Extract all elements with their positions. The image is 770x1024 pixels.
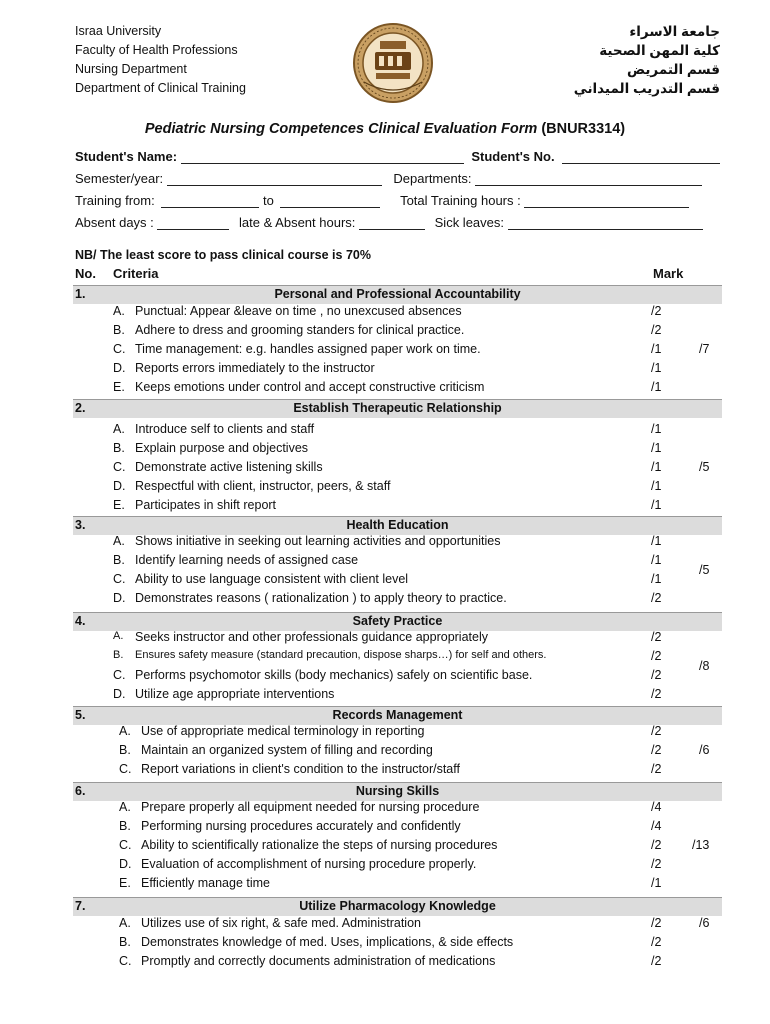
item-letter: B. xyxy=(113,441,125,455)
item-score[interactable]: /2 xyxy=(651,954,662,968)
criteria-section xyxy=(73,399,722,512)
departments-label: Departments: xyxy=(393,171,472,186)
section-header xyxy=(73,782,722,801)
training-from-field[interactable] xyxy=(161,193,259,208)
criteria-item xyxy=(73,954,722,973)
item-text: Identify learning needs of assigned case xyxy=(135,553,359,567)
training-department-name: Department of Clinical Training xyxy=(75,81,246,95)
item-score[interactable]: /1 xyxy=(651,479,662,493)
section-number: 3. xyxy=(75,518,86,532)
item-score[interactable]: /1 xyxy=(651,876,662,890)
document-header xyxy=(75,22,720,102)
training-department-name-arabic: قسم التدريب الميداني xyxy=(573,81,720,96)
late-absent-hours-field[interactable] xyxy=(359,215,425,230)
criteria-item xyxy=(73,441,722,460)
item-letter: D. xyxy=(113,361,126,375)
absent-days-field[interactable] xyxy=(157,215,229,230)
criteria-section xyxy=(73,782,722,890)
criteria-item xyxy=(73,591,722,610)
criteria-item xyxy=(73,479,722,498)
column-criteria: Criteria xyxy=(113,266,159,281)
section-total[interactable]: /13 xyxy=(692,838,710,852)
item-letter: D. xyxy=(119,857,132,871)
item-score[interactable]: /2 xyxy=(651,323,662,337)
criteria-item xyxy=(73,687,722,706)
sick-leaves-label: Sick leaves: xyxy=(434,215,505,230)
item-score[interactable]: /2 xyxy=(651,649,662,663)
item-letter: C. xyxy=(113,342,126,356)
item-text: Demonstrates knowledge of med. Uses, implications, & side effects xyxy=(141,935,514,949)
item-text: Participates in shift report xyxy=(135,498,277,512)
item-score[interactable]: /1 xyxy=(651,422,662,436)
section-total[interactable]: /6 xyxy=(699,743,710,757)
section-number: 5. xyxy=(75,708,86,722)
item-score[interactable]: /1 xyxy=(651,572,662,586)
section-header xyxy=(73,516,722,535)
criteria-item xyxy=(73,668,722,687)
item-score[interactable]: /2 xyxy=(651,724,662,738)
item-score[interactable]: /1 xyxy=(651,361,662,375)
item-text: Performs psychomotor skills (body mechanics) safely on scientific base. xyxy=(135,668,533,682)
item-text: Evaluation of accomplishment of nursing procedure properly. xyxy=(141,857,477,871)
student-no-field[interactable] xyxy=(562,149,720,164)
item-text: Punctual: Appear &leave on time , no unexcused absences xyxy=(135,304,462,318)
section-total[interactable]: /5 xyxy=(699,460,710,474)
item-score[interactable]: /1 xyxy=(651,380,662,394)
item-score[interactable]: /2 xyxy=(651,304,662,318)
section-number: 4. xyxy=(75,614,86,628)
item-text: Maintain an organized system of filling and recording xyxy=(141,743,433,757)
section-title: Personal and Professional Accountability xyxy=(274,287,521,301)
training-to-label: to xyxy=(262,193,274,208)
item-letter: D. xyxy=(113,479,126,493)
column-no: No. xyxy=(75,266,96,281)
criteria-item xyxy=(73,762,722,781)
item-letter: A. xyxy=(113,304,125,318)
item-score[interactable]: /2 xyxy=(651,630,662,644)
section-title: Utilize Pharmacology Knowledge xyxy=(299,899,496,913)
section-number: 6. xyxy=(75,784,86,798)
item-score[interactable]: /2 xyxy=(651,687,662,701)
item-score[interactable]: /1 xyxy=(651,534,662,548)
item-text: Demonstrates reasons ( rationalization ) to apply theory to practice. xyxy=(135,591,507,605)
criteria-section xyxy=(73,516,722,605)
item-text: Ability to use language consistent with client level xyxy=(135,572,409,586)
item-letter: A. xyxy=(113,630,124,642)
criteria-item xyxy=(73,534,722,553)
item-letter: C. xyxy=(119,838,132,852)
item-text: Keeps emotions under control and accept constructive criticism xyxy=(135,380,485,394)
item-text: Use of appropriate medical terminology in reporting xyxy=(141,724,425,738)
criteria-item xyxy=(73,460,722,479)
criteria-item xyxy=(73,304,722,323)
criteria-item xyxy=(73,724,722,743)
university-name-arabic: جامعة الاسراء xyxy=(629,24,720,39)
university-name: Israa University xyxy=(75,24,162,38)
section-header xyxy=(73,897,722,916)
item-score[interactable]: /1 xyxy=(651,441,662,455)
item-letter: B. xyxy=(119,743,131,757)
item-score[interactable]: /2 xyxy=(651,838,662,852)
criteria-item xyxy=(73,361,722,380)
section-header xyxy=(73,706,722,725)
section-total[interactable]: /5 xyxy=(699,563,710,577)
criteria-item xyxy=(73,380,722,399)
item-text: Adhere to dress and grooming standers for clinical practice. xyxy=(135,323,465,337)
criteria-item xyxy=(73,935,722,954)
item-score[interactable]: /2 xyxy=(651,762,662,776)
item-letter: E. xyxy=(113,380,125,394)
section-total[interactable]: /6 xyxy=(699,916,710,930)
criteria-item xyxy=(73,857,722,876)
item-text: Ensures safety measure (standard precaution, dispose sharps…) for self and others. xyxy=(135,649,547,661)
item-score[interactable]: /2 xyxy=(651,857,662,871)
criteria-item xyxy=(73,800,722,819)
criteria-section xyxy=(73,285,722,394)
item-text: Seeks instructor and other professionals guidance appropriately xyxy=(135,630,488,644)
item-letter: B. xyxy=(119,819,131,833)
criteria-item xyxy=(73,323,722,342)
section-header xyxy=(73,399,722,418)
criteria-item xyxy=(73,838,722,857)
criteria-item xyxy=(73,819,722,838)
section-title: Safety Practice xyxy=(352,614,443,628)
semester-label: Semester/year: xyxy=(75,171,164,186)
item-score[interactable]: /1 xyxy=(651,553,662,567)
section-header xyxy=(73,285,722,304)
item-text: Promptly and correctly documents administration of medications xyxy=(141,954,496,968)
section-title: Records Management xyxy=(332,708,463,722)
item-letter: C. xyxy=(119,762,132,776)
section-number: 7. xyxy=(75,899,86,913)
section-title: Health Education xyxy=(346,518,449,532)
item-score[interactable]: /1 xyxy=(651,460,662,474)
student-name-field[interactable] xyxy=(181,149,464,164)
course-code: (BNUR3314) xyxy=(541,121,626,137)
criteria-item xyxy=(73,553,722,572)
item-letter: A. xyxy=(113,422,125,436)
item-score[interactable]: /2 xyxy=(651,916,662,930)
item-text: Demonstrate active listening skills xyxy=(135,460,323,474)
department-name: Nursing Department xyxy=(75,62,187,76)
criteria-section xyxy=(73,612,722,701)
criteria-item xyxy=(73,649,722,668)
item-score[interactable]: /1 xyxy=(651,342,662,356)
criteria-item xyxy=(73,916,722,935)
section-header xyxy=(73,612,722,631)
item-text: Efficiently manage time xyxy=(141,876,270,890)
item-letter: C. xyxy=(113,460,126,474)
item-letter: E. xyxy=(113,498,125,512)
item-letter: C. xyxy=(113,572,126,586)
semester-field[interactable] xyxy=(167,171,382,186)
form-title-text: Pediatric Nursing Competences Clinical Evaluation Form xyxy=(144,121,538,137)
criteria-item xyxy=(73,342,722,361)
item-text: Shows initiative in seeking out learning activities and opportunities xyxy=(135,534,501,548)
item-letter: B. xyxy=(113,323,125,337)
item-score[interactable]: /1 xyxy=(651,498,662,512)
student-info-fields xyxy=(75,146,720,234)
student-name-label: Student's Name: xyxy=(75,149,178,164)
total-hours-label: Total Training hours : xyxy=(400,193,521,208)
criteria-item xyxy=(73,498,722,517)
item-letter: B. xyxy=(113,553,125,567)
criteria-section xyxy=(73,897,722,968)
absent-days-label: Absent days : xyxy=(75,215,154,230)
item-letter: C. xyxy=(113,668,126,682)
item-letter: B. xyxy=(113,649,124,661)
section-total[interactable]: /7 xyxy=(699,342,710,356)
item-score[interactable]: /2 xyxy=(651,743,662,757)
section-number: 1. xyxy=(75,287,86,301)
item-text: Reports errors immediately to the instructor xyxy=(135,361,375,375)
total-hours-field[interactable] xyxy=(524,193,689,208)
training-from-label: Training from: xyxy=(75,193,155,208)
criteria-section xyxy=(73,706,722,776)
item-text: Time management: e.g. handles assigned paper work on time. xyxy=(135,342,481,356)
item-score[interactable]: /4 xyxy=(651,800,662,814)
item-letter: A. xyxy=(119,916,131,930)
item-letter: A. xyxy=(119,800,131,814)
table-header xyxy=(75,266,720,284)
training-to-field[interactable] xyxy=(280,193,380,208)
column-mark: Mark xyxy=(653,266,684,281)
section-total[interactable]: /8 xyxy=(699,659,710,673)
pass-score-note: NB/ The least score to pass clinical course is 70% xyxy=(75,248,371,262)
item-text: Report variations in client's condition to the instructor/staff xyxy=(141,762,460,776)
item-score[interactable]: /2 xyxy=(651,591,662,605)
student-no-label: Student's No. xyxy=(471,149,555,164)
item-letter: D. xyxy=(113,591,126,605)
item-text: Utilize age appropriate interventions xyxy=(135,687,335,701)
item-text: Utilizes use of six right, & safe med. Administration xyxy=(141,916,421,930)
section-number: 2. xyxy=(75,401,86,415)
form-title xyxy=(0,121,770,137)
item-text: Performing nursing procedures accurately and confidently xyxy=(141,819,461,833)
criteria-item xyxy=(73,630,722,649)
section-title: Establish Therapeutic Relationship xyxy=(293,401,502,415)
section-title: Nursing Skills xyxy=(355,784,440,798)
departments-field[interactable] xyxy=(475,171,702,186)
item-text: Explain purpose and objectives xyxy=(135,441,309,455)
item-text: Introduce self to clients and staff xyxy=(135,422,315,436)
item-text: Prepare properly all equipment needed for nursing procedure xyxy=(141,800,480,814)
university-info-arabic xyxy=(574,22,720,98)
item-text: Respectful with client, instructor, peers, & staff xyxy=(135,479,391,493)
item-letter: E. xyxy=(119,876,131,890)
late-absent-hours-label: late & Absent hours: xyxy=(239,215,356,230)
criteria-item xyxy=(73,876,722,895)
item-score[interactable]: /2 xyxy=(651,668,662,682)
criteria-item xyxy=(73,422,722,441)
item-letter: A. xyxy=(119,724,131,738)
item-text: Ability to scientifically rationalize the steps of nursing procedures xyxy=(141,838,498,852)
item-letter: D. xyxy=(113,687,126,701)
criteria-item xyxy=(73,572,722,591)
item-score[interactable]: /4 xyxy=(651,819,662,833)
university-logo xyxy=(352,22,434,104)
item-letter: A. xyxy=(113,534,125,548)
faculty-name-arabic: كلية المهن الصحية xyxy=(599,43,720,58)
department-name-arabic: قسم التمريض xyxy=(626,62,720,77)
faculty-name: Faculty of Health Professions xyxy=(75,43,238,57)
item-score[interactable]: /2 xyxy=(651,935,662,949)
criteria-item xyxy=(73,743,722,762)
sick-leaves-field[interactable] xyxy=(508,215,703,230)
university-info-english xyxy=(75,22,246,98)
item-letter: B. xyxy=(119,935,131,949)
item-letter: C. xyxy=(119,954,132,968)
